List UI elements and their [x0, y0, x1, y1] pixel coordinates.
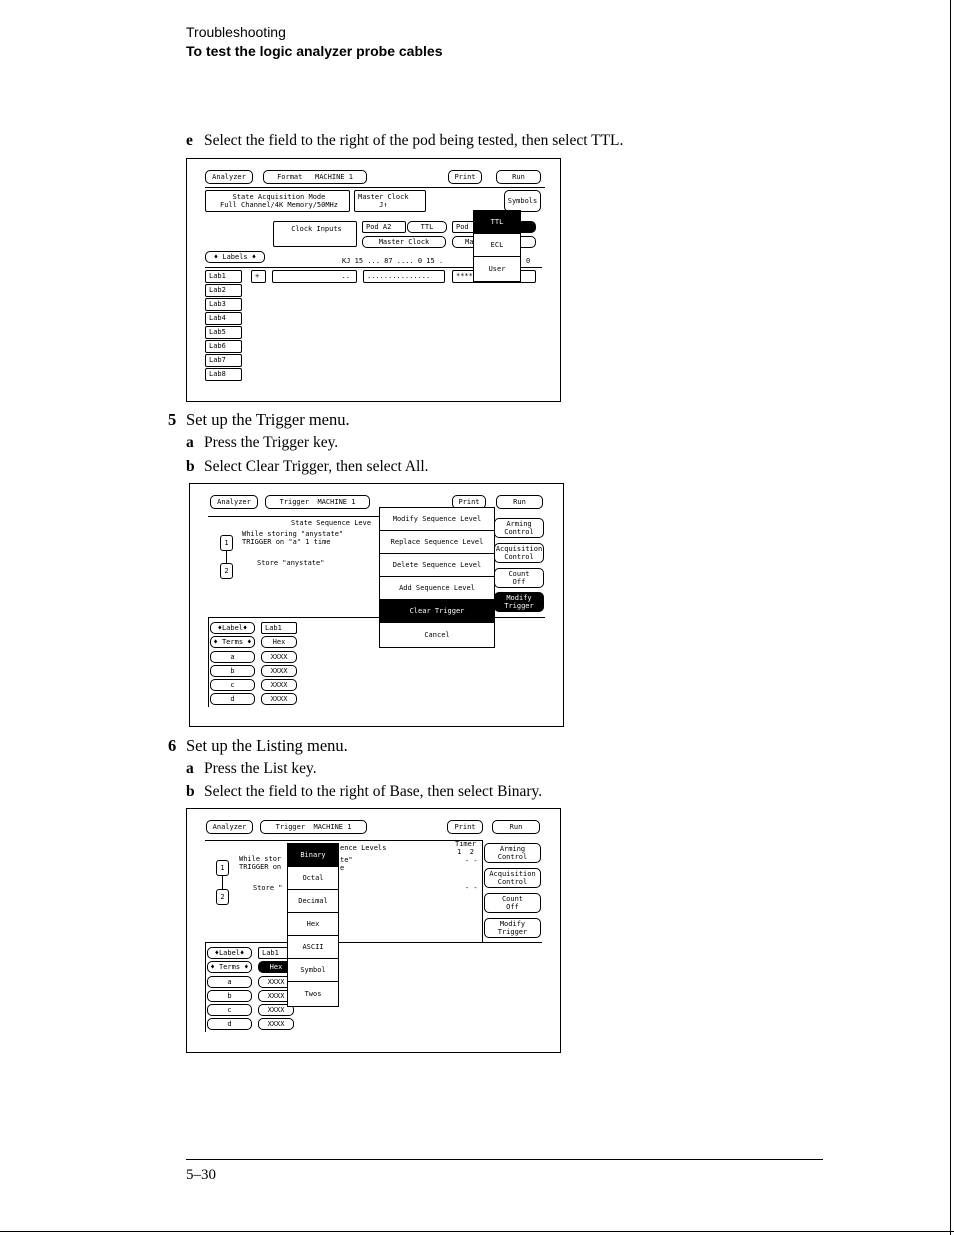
term-b[interactable]: b — [207, 990, 252, 1002]
clock-inputs-box: Clock Inputs — [273, 221, 357, 247]
option-modify-sequence-level[interactable]: Modify Sequence Level — [380, 508, 494, 531]
bit-zero: 0 — [526, 257, 531, 265]
print-button[interactable]: Print — [452, 495, 486, 509]
step-6 — [168, 736, 348, 756]
acquisition-control-button[interactable]: Acquisition Control — [484, 868, 541, 888]
print-button[interactable]: Print — [448, 170, 482, 184]
label-lab7[interactable]: Lab7 — [205, 354, 242, 367]
symbols-button[interactable]: Symbols — [504, 190, 541, 212]
step-6a — [186, 759, 317, 779]
level-2-button[interactable]: 2 — [216, 889, 229, 905]
step-5a-text: Press the Trigger key. — [204, 434, 339, 451]
option-octal[interactable]: Octal — [288, 867, 338, 890]
term-d-value[interactable]: XXXX — [258, 1018, 294, 1030]
option-delete-sequence-level[interactable]: Delete Sequence Level — [380, 554, 494, 577]
analyzer-button[interactable]: Analyzer — [206, 820, 253, 834]
label-button[interactable]: ♦Label♦ — [210, 622, 255, 634]
term-c[interactable]: c — [210, 679, 255, 691]
store-text: Store " — [253, 884, 283, 892]
store-text: Store "anystate" — [257, 559, 325, 567]
level-2-button[interactable]: 2 — [220, 563, 233, 579]
option-replace-sequence-level[interactable]: Replace Sequence Level — [380, 531, 494, 554]
timer-dashes-1: - - — [465, 857, 478, 865]
step-5a-letter: a — [186, 434, 194, 451]
label-button[interactable]: ♦Label♦ — [207, 947, 252, 959]
format-machine-button[interactable]: Format MACHINE 1 — [263, 170, 367, 184]
arming-control-button[interactable]: Arming Control — [494, 518, 544, 538]
analyzer-button[interactable]: Analyzer — [205, 170, 253, 184]
bit-numbers: KJ 15 ... 87 .... 0 15 . — [342, 257, 444, 265]
term-d-value[interactable]: XXXX — [261, 693, 297, 705]
option-ttl[interactable]: TTL — [474, 211, 520, 234]
page-number: 5–30 — [186, 1167, 216, 1183]
step-5b-letter: b — [186, 458, 195, 475]
step-5-number: 5 — [168, 410, 177, 429]
page-title: To test the logic analyzer probe cables — [186, 43, 443, 59]
trigger-machine-button[interactable]: Trigger MACHINE 1 — [265, 495, 370, 509]
term-c[interactable]: c — [207, 1004, 252, 1016]
section-title: Troubleshooting — [186, 24, 286, 40]
master-clock-field[interactable]: Master Clock J↑ — [354, 190, 426, 212]
acquisition-mode-field[interactable]: State Acquisition Mode Full Channel/4K Memory/50MHz — [205, 190, 350, 212]
step-e — [186, 131, 623, 151]
arming-control-button[interactable]: Arming Control — [484, 843, 541, 863]
step-6b-letter: b — [186, 783, 195, 800]
step-e-text: Select the field to the right of the pod being tested, then select TTL. — [204, 132, 624, 149]
screen-listing — [186, 808, 561, 1053]
option-clear-trigger[interactable]: Clear Trigger — [380, 600, 494, 623]
terms-button[interactable]: ♦ Terms ♦ — [207, 961, 252, 973]
pod-a2-label: Pod A2 — [362, 221, 406, 233]
label-lab8[interactable]: Lab8 — [205, 368, 242, 381]
step-6-number: 6 — [168, 736, 177, 755]
page-edge-bottom — [0, 1231, 954, 1232]
master-clock-button-2[interactable]: Ma — [452, 236, 536, 248]
step-6b — [186, 782, 542, 802]
print-button[interactable]: Print — [447, 820, 483, 834]
analyzer-button[interactable]: Analyzer — [210, 495, 258, 509]
option-user[interactable]: User — [488, 264, 506, 273]
modify-trigger-button[interactable]: Modify Trigger — [484, 918, 541, 938]
step-6a-letter: a — [186, 760, 194, 777]
label-lab2[interactable]: Lab2 — [205, 284, 242, 297]
option-ascii[interactable]: ASCII — [288, 936, 338, 959]
pod-label-2: Pod — [452, 221, 476, 233]
pod-a2-bits-field[interactable]: ............... — [363, 270, 445, 283]
step-e-letter: e — [186, 132, 193, 149]
step-5-text: Set up the Trigger menu. — [186, 410, 350, 429]
label-lab6[interactable]: Lab6 — [205, 340, 242, 353]
term-c-value[interactable]: XXXX — [258, 1004, 294, 1016]
modify-trigger-button[interactable]: Modify Trigger — [494, 592, 544, 612]
while-storing-text: While stor — [239, 855, 282, 863]
sequence-levels-title: ence Levels — [340, 844, 387, 852]
base-popup — [287, 843, 339, 1007]
pod-a2-threshold-field[interactable]: TTL — [407, 221, 447, 233]
clock-bit-field[interactable]: .. — [272, 270, 357, 283]
master-clock-button[interactable]: Master Clock — [362, 236, 446, 248]
pod-bits-field-2[interactable]: **** — [452, 270, 536, 283]
threshold-popup — [473, 210, 521, 282]
option-ecl[interactable]: ECL — [474, 234, 520, 257]
label-lab3[interactable]: Lab3 — [205, 298, 242, 311]
count-off-button[interactable]: Count Off — [484, 893, 541, 913]
footer-rule — [186, 1159, 823, 1160]
label-lab5[interactable]: Lab5 — [205, 326, 242, 339]
labels-button[interactable]: ♦ Labels ♦ — [205, 251, 265, 263]
base-field[interactable]: Hex — [258, 961, 294, 973]
step-6b-text: Select the field to the right of Base, then select Binary. — [204, 783, 543, 800]
level-1-button[interactable]: 1 — [220, 535, 233, 551]
label-lab1[interactable]: Lab1 — [205, 270, 242, 283]
option-add-sequence-level[interactable]: Add Sequence Level — [380, 577, 494, 600]
trigger-machine-button[interactable]: Trigger MACHINE 1 — [260, 820, 367, 834]
terms-button[interactable]: ♦ Terms ♦ — [210, 636, 255, 648]
option-cancel[interactable]: Cancel — [424, 630, 450, 639]
page-edge-right — [950, 0, 951, 1235]
level-1-button[interactable]: 1 — [216, 860, 229, 876]
term-a-value[interactable]: XXXX — [258, 976, 294, 988]
term-d[interactable]: d — [210, 693, 255, 705]
count-off-button[interactable]: Count Off — [494, 568, 544, 588]
step-5b-text: Select Clear Trigger, then select All. — [204, 458, 429, 475]
step-5a — [186, 433, 338, 453]
run-button[interactable]: Run — [496, 170, 541, 184]
term-a[interactable]: a — [210, 651, 255, 663]
term-a[interactable]: a — [207, 976, 252, 988]
term-b-value[interactable]: XXXX — [261, 665, 297, 677]
sequence-levels-title: State Sequence Leve — [291, 519, 372, 527]
option-symbol[interactable]: Symbol — [288, 959, 338, 982]
term-b[interactable]: b — [210, 665, 255, 677]
base-field[interactable]: Hex — [261, 636, 297, 648]
modify-trigger-popup — [379, 507, 495, 648]
term-b-value[interactable]: XXXX — [258, 990, 294, 1002]
option-binary[interactable]: Binary — [288, 844, 338, 867]
screen-format — [186, 158, 561, 402]
term-c-value[interactable]: XXXX — [261, 679, 297, 691]
run-button[interactable]: Run — [492, 820, 540, 834]
polarity-field[interactable]: + — [251, 270, 266, 283]
term-d[interactable]: d — [207, 1018, 252, 1030]
step-6a-text: Press the List key. — [204, 760, 317, 777]
trigger-on-text: TRIGGER on "a" 1 time — [242, 538, 331, 546]
lab1-label: Lab1 — [261, 622, 297, 634]
option-twos[interactable]: Twos — [304, 989, 322, 998]
step-5b — [186, 457, 429, 477]
step-6-text: Set up the Listing menu. — [186, 736, 348, 755]
timer-label: Timer 1 2 — [455, 840, 477, 856]
term-a-value[interactable]: XXXX — [261, 651, 297, 663]
trigger-on-text: TRIGGER on — [239, 863, 282, 871]
label-lab4[interactable]: Lab4 — [205, 312, 242, 325]
option-decimal[interactable]: Decimal — [288, 890, 338, 913]
step-5 — [168, 410, 350, 430]
screen-trigger — [189, 483, 564, 727]
timer-dashes-2: - - — [465, 884, 478, 892]
lab1-label: Lab1 — [258, 947, 294, 959]
while-storing-text: While storing "anystate" — [242, 530, 344, 538]
while-storing-fragment: te" — [340, 856, 353, 864]
trigger-on-fragment: e — [340, 864, 345, 872]
acquisition-control-button[interactable]: Acquisition Control — [495, 544, 543, 561]
run-button[interactable]: Run — [496, 495, 543, 509]
option-hex[interactable]: Hex — [288, 913, 338, 936]
